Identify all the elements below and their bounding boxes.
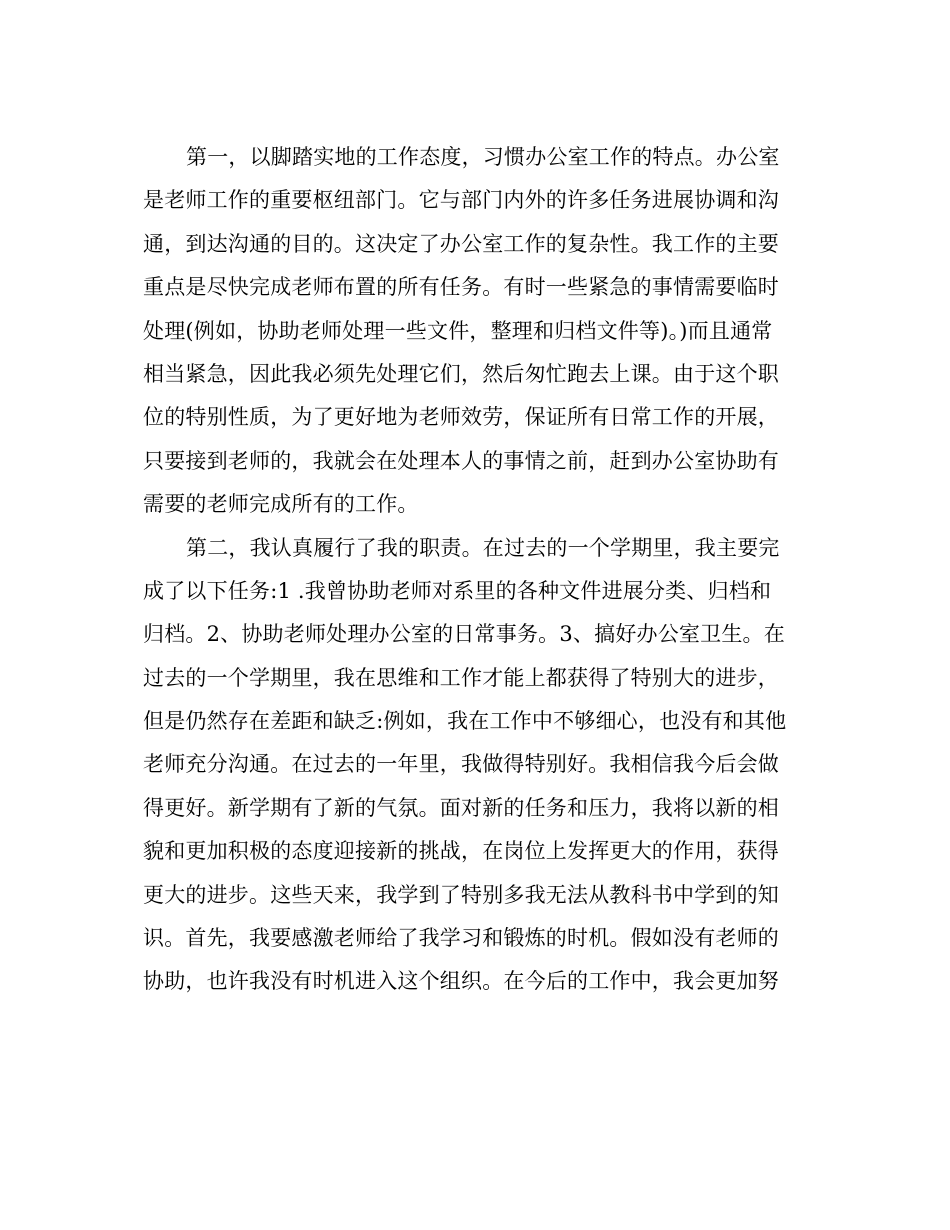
- text-line: 是老师工作的重要枢纽部门。它与部门内外的许多任务进展协调和沟: [143, 188, 779, 213]
- text-line: 识。首先，我要感激老师给了我学习和锻炼的时机。假如没有老师的: [143, 926, 779, 951]
- text-line: 第一，以脚踏实地的工作态度，习惯办公室工作的特点。办公室: [186, 145, 780, 169]
- text-line: 得更好。新学期有了新的气氛。面对新的任务和压力，我将以新的相: [143, 795, 779, 820]
- paragraph-2: [143, 527, 808, 1004]
- text-line: 更大的进步。这些天来，我学到了特别多我无法从教科书中学到的知: [143, 882, 779, 907]
- text-line: 相当紧急，因此我必须先处理它们，然后匆忙跑去上课。由于这个职: [143, 361, 779, 386]
- text-line: 老师充分沟通。在过去的一年里，我做得特别好。我相信我今后会做: [143, 752, 779, 777]
- document-body: [143, 136, 808, 1004]
- text-line: 通，到达沟通的目的。这决定了办公室工作的复杂性。我工作的主要: [143, 231, 779, 256]
- text-line: 重点是尽快完成老师布置的所有任务。有时一些紧急的事情需要临时: [143, 275, 779, 300]
- paragraph-1: [143, 136, 808, 527]
- text-line: 过去的一个学期里，我在思维和工作才能上都获得了特别大的进步，: [143, 665, 779, 690]
- text-line: 位的特别性质，为了更好地为老师效劳，保证所有日常工作的开展，: [143, 405, 779, 430]
- text-line: 归档。2、协助老师处理办公室的日常事务。3、搞好办公室卫生。在: [143, 622, 785, 647]
- text-line: 协助，也许我没有时机进入这个组织。在今后的工作中，我会更加努: [143, 969, 779, 994]
- text-line: 处理(例如，协助老师处理一些文件，整理和归档文件等)。)而且通常: [143, 318, 773, 343]
- text-line: 只要接到老师的，我就会在处理本人的事情之前，赶到办公室协助有: [143, 448, 779, 473]
- text-line: 但是仍然存在差距和缺乏:例如，我在工作中不够细心，也没有和其他: [143, 709, 787, 734]
- text-line: 第二，我认真履行了我的职责。在过去的一个学期里，我主要完: [186, 535, 780, 560]
- text-line: 貌和更加积极的态度迎接新的挑战，在岗位上发挥更大的作用，获得: [143, 839, 779, 864]
- text-line: 成了以下任务:1 .我曾协助老师对系里的各种文件进展分类、归档和: [143, 578, 772, 603]
- text-line: 需要的老师完成所有的工作。: [143, 492, 419, 517]
